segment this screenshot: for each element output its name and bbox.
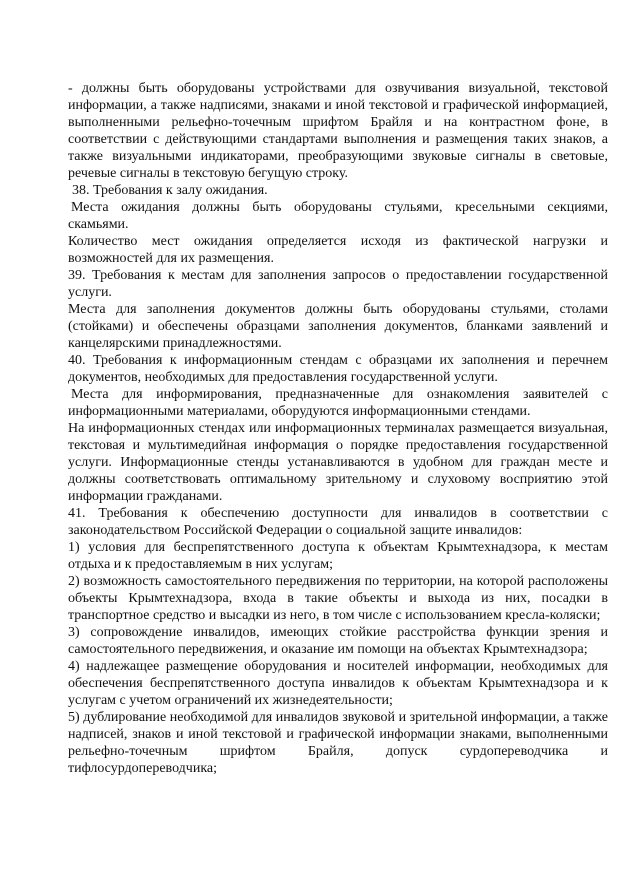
list-item-5-info-duplication: 5) дублирование необходимой для инвалидов звуковой и зрительной информации, а также надписей, знаков и иной текстовой и графической информации знаками, выполненными рельефно-точечным шрифтом Брайля, допуск сурдопереводчика и тифлосурдопереводчика; [68, 710, 608, 776]
paragraph-braille-devices: - должны быть оборудованы устройствами для озвучивания визуальной, текстовой информации, а также надписями, знаками и иной текстовой и графической информацией, выполненными рельефно-точечным шрифтом Брайля и на контрастном фоне, в соответствии с действующими стандартами выполнения и размещения таких знаков, а также визуальными индикаторами, преобразующими звуковые сигналы в световые, речевые сигналы в текстовую бегущую строку. [68, 81, 608, 181]
heading-41-accessibility: 41. Требования к обеспечению доступности для инвалидов в соответствии с законодательством Российской Федерации о социальной защите инвалидов: [68, 506, 608, 538]
list-item-2-independent-movement: 2) возможность самостоятельного передвижения по территории, на которой расположены объекты Крымтехнадзора, входа в такие объекты и выхода из них, посадки в транспортное средство и высадки из него, в том числе с использованием кресла-коляски; [68, 574, 608, 623]
list-item-1-access-conditions: 1) условия для беспрепятственного доступа к объектам Крымтехнадзора, к местам отдыха и к предоставляемым в них услугам; [68, 540, 608, 572]
list-item-3-accompaniment: 3) сопровождение инвалидов, имеющих стойкие расстройства функции зрения и самостоятельного передвижения, и оказание им помощи на объектах Крымтехнадзора; [68, 625, 608, 657]
heading-38-waiting-hall: 38. Требования к залу ожидания. [72, 183, 268, 198]
paragraph-info-stands-content: На информационных стендах или информационных терминалах размещается визуальная, текстовая и мультимедийная информация о порядке предоставления государственной услуги. Информационные стенды устанавливаются в удобном для граждан месте и должны соответствовать оптимальному зрительному и слуховому восприятию этой информации гражданами. [68, 421, 608, 504]
list-item-4-equipment-placement: 4) надлежащее размещение оборудования и носителей информации, необходимых для обеспечения беспрепятственного доступа инвалидов к объектам Крымтехнадзора и к услугам с учетом ограничений их жизнедеятельности; [68, 659, 608, 708]
paragraph-waiting-seats: Места ожидания должны быть оборудованы стульями, кресельными секциями, скамьями. [68, 200, 608, 232]
paragraph-document-filling-places: Места для заполнения документов должны быть оборудованы стульями, столами (стойками) и обеспечены образцами заполнения документов, бланками заявлений и канцелярскими принадлежностями. [68, 302, 608, 351]
paragraph-waiting-count: Количество мест ожидания определяется исходя из фактической нагрузки и возможностей для их размещения. [68, 234, 608, 266]
paragraph-info-places: Места для информирования, предназначенные для ознакомления заявителей с информационными материалами, оборудуются информационными стендами. [68, 387, 608, 419]
heading-40-info-stands: 40. Требования к информационным стендам с образцами их заполнения и перечнем документов, необходимых для предоставления государственной услуги. [68, 353, 608, 385]
heading-39-request-places: 39. Требования к местам для заполнения запросов о предоставлении государственной услуги. [68, 268, 608, 300]
document-page [68, 80, 608, 777]
